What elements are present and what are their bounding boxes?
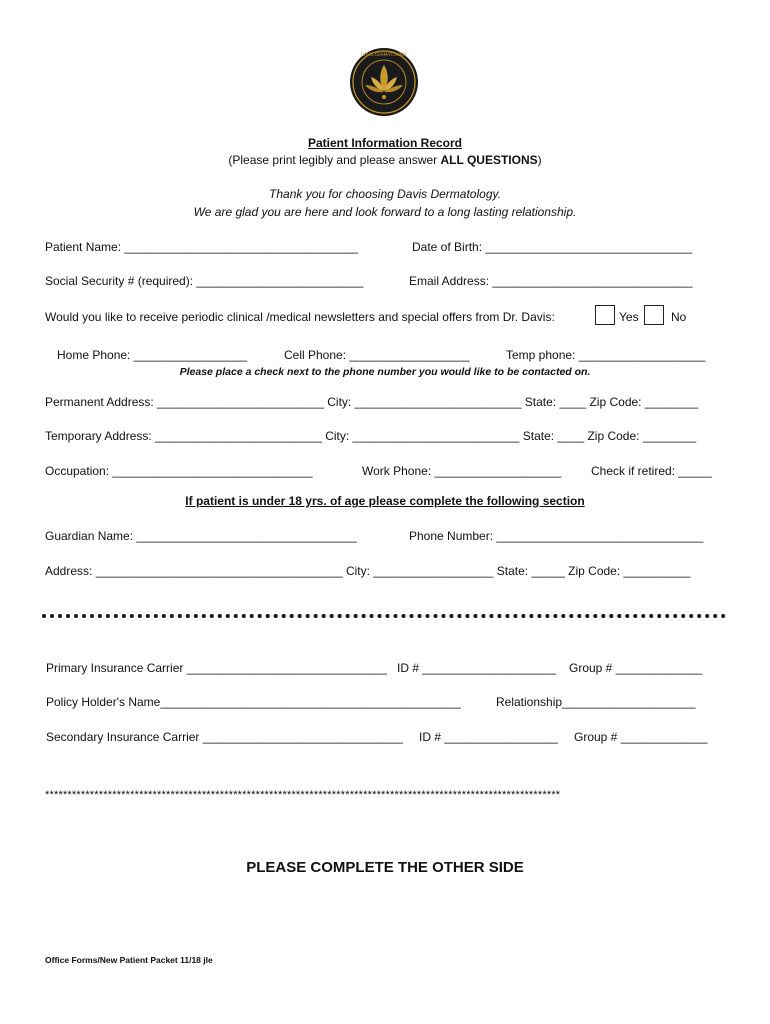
date-of-birth-field[interactable]: Date of Birth: _______________________________ (412, 240, 693, 254)
work-phone-field[interactable]: Work Phone: ___________________ (362, 464, 562, 478)
policy-holder-field[interactable]: Policy Holder's Name_____________________________________________ (46, 695, 461, 709)
social-security-field[interactable]: Social Security # (required): _________________________ (45, 274, 364, 288)
newsletter-yes-checkbox[interactable] (595, 305, 615, 325)
thank-you-text: Thank you for choosing Davis Dermatology. (269, 187, 501, 201)
guardian-phone-field[interactable]: Phone Number: _______________________________ (409, 529, 704, 543)
relationship-field[interactable]: Relationship____________________ (496, 695, 696, 709)
secondary-group-field[interactable]: Group # _____________ (574, 730, 708, 744)
secondary-insurance-field[interactable]: Secondary Insurance Carrier ______________________________ (46, 730, 403, 744)
guardian-name-field[interactable]: Guardian Name: _________________________________ (45, 529, 357, 543)
svg-text:DAVIS DERMATOLOGY: DAVIS DERMATOLOGY (361, 52, 407, 57)
patient-name-field[interactable]: Patient Name: ___________________________________ (45, 240, 358, 254)
guardian-section-heading: If patient is under 18 yrs. of age please complete the following section (185, 494, 585, 508)
complete-other-side-notice: PLEASE COMPLETE THE OTHER SIDE (246, 859, 524, 876)
newsletter-question: Would you like to receive periodic clinical /medical newsletters and special offers from Dr. Davis: (45, 310, 555, 324)
email-address-field[interactable]: Email Address: ______________________________ (409, 274, 693, 288)
welcome-text: We are glad you are here and look forward to a long lasting relationship. (193, 205, 577, 219)
form-title: Patient Information Record (307, 136, 462, 150)
primary-group-field[interactable]: Group # _____________ (569, 661, 703, 675)
asterisk-divider: ******************************************************************************************************************* (45, 789, 561, 801)
newsletter-no-checkbox[interactable] (644, 305, 664, 325)
guardian-address-row[interactable]: Address: _____________________________________ City: __________________ State: _____ Zip Code: __________ (45, 564, 691, 578)
newsletter-no-label: No (671, 310, 687, 324)
home-phone-field[interactable]: Home Phone: _________________ (57, 348, 248, 362)
occupation-field[interactable]: Occupation: ______________________________ (45, 464, 313, 478)
footer-text: Office Forms/New Patient Packet 11/18 jle (45, 955, 213, 965)
cell-phone-field[interactable]: Cell Phone: __________________ (284, 348, 470, 362)
section-divider (42, 614, 726, 618)
retired-field[interactable]: Check if retired: _____ (591, 464, 712, 478)
temporary-address-row[interactable]: Temporary Address: _________________________ City: _________________________ State: ____ Zip Code: ________ (45, 429, 697, 443)
permanent-address-row[interactable]: Permanent Address: _________________________ City: _________________________ State: ____ Zip Code: ________ (45, 395, 699, 409)
secondary-id-field[interactable]: ID # _________________ (419, 730, 558, 744)
phone-contact-note: Please place a check next to the phone number you would like to be contacted on. (179, 366, 591, 378)
form-instructions: (Please print legibly and please answer ALL QUESTIONS) (228, 153, 542, 167)
primary-insurance-field[interactable]: Primary Insurance Carrier ______________________________ (46, 661, 387, 675)
temp-phone-field[interactable]: Temp phone: ___________________ (506, 348, 706, 362)
primary-id-field[interactable]: ID # ____________________ (397, 661, 556, 675)
newsletter-yes-label: Yes (619, 310, 639, 324)
davis-dermatology-logo (349, 47, 419, 117)
